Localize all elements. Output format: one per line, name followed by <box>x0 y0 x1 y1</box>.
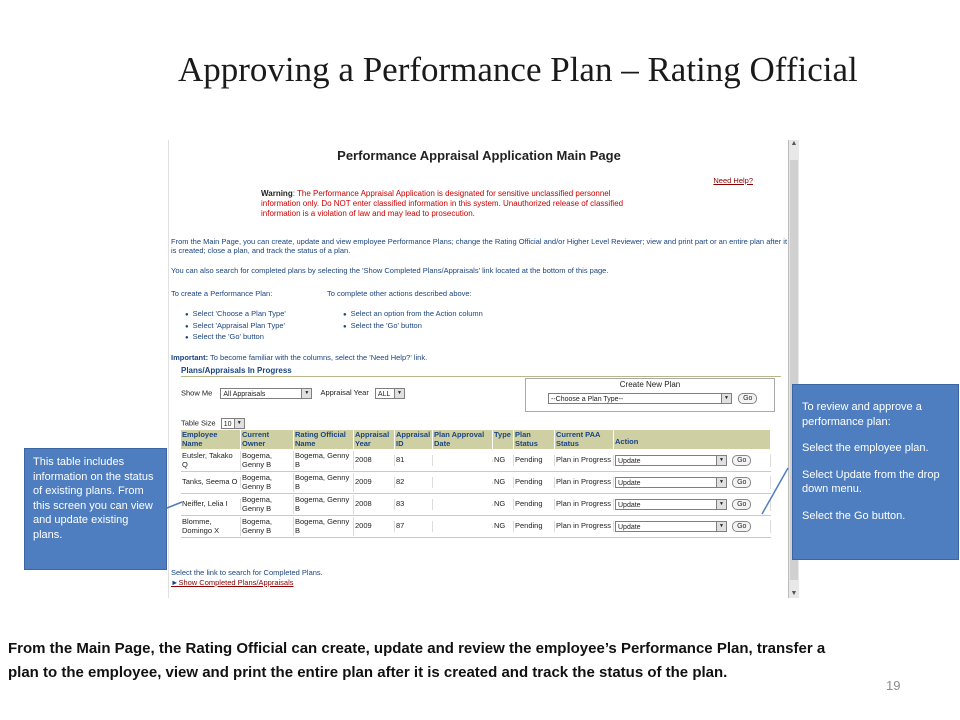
callout-line: Select the employee plan. <box>802 442 929 454</box>
column-header: Action <box>614 430 771 449</box>
chevron-down-icon: ▼ <box>234 419 244 428</box>
approval-date-cell <box>433 526 493 528</box>
other-actions-header: To complete other actions described above: <box>327 289 472 298</box>
column-header[interactable]: Current Owner <box>241 430 294 449</box>
action-select[interactable] <box>615 477 727 488</box>
column-header[interactable]: Current PAA Status <box>555 430 614 449</box>
paa-status-cell: Plan in Progress <box>555 477 614 488</box>
rating-official-cell: Bogema, Genny B <box>294 473 354 492</box>
chevron-down-icon: ▼ <box>716 522 726 531</box>
list-item: ● Select the 'Go' button <box>185 332 286 344</box>
page-number: 19 <box>886 678 901 693</box>
action-select[interactable] <box>615 521 727 532</box>
appraisal-id-cell: 83 <box>395 499 433 510</box>
column-header[interactable]: Employee Name <box>181 430 241 449</box>
appraisal-id-cell: 82 <box>395 477 433 488</box>
table-row <box>181 516 771 538</box>
create-new-plan-label: Create New Plan <box>619 380 681 389</box>
plans-table <box>181 430 771 538</box>
table-info-callout: This table includes information on the status of existing plans. From this screen you can view and update existing plans. <box>24 448 167 570</box>
current-owner-cell: Bogema, Genny B <box>241 517 294 536</box>
plan-status-cell: Pending <box>514 499 555 510</box>
chevron-down-icon: ▼ <box>394 389 404 398</box>
type-cell: NG <box>493 455 514 466</box>
appraisal-year-label: Appraisal Year <box>320 388 369 398</box>
column-header[interactable]: Appraisal ID <box>395 430 433 449</box>
list-item: ● Select 'Appraisal Plan Type' <box>185 321 286 333</box>
create-plan-go-button[interactable]: Go <box>738 393 757 404</box>
create-new-plan-row <box>548 393 757 404</box>
plan-status-cell: Pending <box>514 455 555 466</box>
important-label: Important: <box>171 353 209 362</box>
action-value: Update <box>618 524 641 531</box>
employee-name-cell[interactable]: Eutsler, Takako Q <box>181 451 241 470</box>
appraisal-id-cell: 81 <box>395 455 433 466</box>
important-text: To become familiar with the columns, select the 'Need Help?' link. <box>208 353 428 362</box>
rating-official-cell: Bogema, Genny B <box>294 451 354 470</box>
plan-type-select[interactable] <box>548 393 732 404</box>
row-go-button[interactable]: Go <box>732 455 751 466</box>
action-cell <box>614 454 771 467</box>
employee-name-cell[interactable]: Neiffer, Lelia I <box>181 499 241 510</box>
column-header[interactable]: Plan Approval Date <box>433 430 493 449</box>
action-select[interactable] <box>615 455 727 466</box>
row-go-button[interactable]: Go <box>732 477 751 488</box>
row-go-button[interactable]: Go <box>732 521 751 532</box>
row-go-button[interactable]: Go <box>732 499 751 510</box>
action-cell <box>614 476 771 489</box>
current-owner-cell: Bogema, Genny B <box>241 495 294 514</box>
scroll-down-icon[interactable]: ▼ <box>790 590 798 597</box>
approval-date-cell <box>433 460 493 462</box>
employee-name-cell[interactable]: Blomme, Domingo X <box>181 517 241 536</box>
rating-official-cell: Bogema, Genny B <box>294 495 354 514</box>
column-header[interactable]: Appraisal Year <box>354 430 395 449</box>
slide-footer-text: From the Main Page, the Rating Official can create, update and review the employee’s Performance Plan, transfer a plan to the employee, view and print the entire plan after it is created and track the status of the plan. <box>8 640 826 681</box>
table-size-value: 10 <box>223 421 232 428</box>
rating-official-cell: Bogema, Genny B <box>294 517 354 536</box>
type-cell: NG <box>493 477 514 488</box>
approve-plan-callout <box>792 384 959 560</box>
appraisal-year-value: ALL <box>377 391 391 398</box>
action-cell <box>614 520 771 533</box>
slide-title: Approving a Performance Plan – Rating Official <box>178 50 858 89</box>
chevron-down-icon: ▼ <box>721 394 731 403</box>
action-value: Update <box>618 480 641 487</box>
plan-status-cell: Pending <box>514 477 555 488</box>
show-me-value: All Appraisals <box>223 391 266 398</box>
paa-status-cell: Plan in Progress <box>555 499 614 510</box>
warning-label: Warning <box>261 189 293 198</box>
approval-date-cell <box>433 504 493 506</box>
appraisal-year-cell: 2008 <box>354 499 395 510</box>
table-size-control <box>181 418 245 429</box>
list-item: ● Select 'Choose a Plan Type' <box>185 309 286 321</box>
create-plan-steps <box>185 309 286 344</box>
warning-message <box>261 189 641 219</box>
column-header[interactable]: Rating Official Name <box>294 430 354 449</box>
paa-status-cell: Plan in Progress <box>555 455 614 466</box>
chevron-down-icon: ▼ <box>716 478 726 487</box>
list-item: ● Select an option from the Action column <box>343 309 483 321</box>
other-actions-steps <box>343 309 483 332</box>
list-item: ● Select the 'Go' button <box>343 321 483 333</box>
table-row <box>181 472 771 494</box>
play-arrow-icon: ► <box>171 578 179 587</box>
app-page-title: Performance Appraisal Application Main Page <box>337 148 621 163</box>
table-size-label: Table Size <box>181 418 216 428</box>
filter-bar <box>181 388 405 399</box>
action-value: Update <box>618 458 641 465</box>
current-owner-cell: Bogema, Genny B <box>241 451 294 470</box>
search-note: You can also search for completed plans by selecting the 'Show Completed Plans/Appraisals' link located at the bottom of this page. <box>171 266 609 275</box>
warning-text: : The Performance Appraisal Application is designated for sensitive unclassified personnel information only. Do NOT enter classified information in this system. Unauthorized release of classified information is a violation of law and may lead to prosecution. <box>261 189 624 218</box>
chevron-down-icon: ▼ <box>716 456 726 465</box>
intro-text: From the Main Page, you can create, update and view employee Performance Plans; change the Rating Official and/or Higher Level Reviewer; view and print part or an entire plan after it is created; close a plan, and track the status of a plan. <box>171 237 788 255</box>
show-me-select[interactable] <box>220 388 312 399</box>
chevron-down-icon: ▼ <box>301 389 311 398</box>
employee-name-cell[interactable]: Tanks, Seema O <box>181 477 241 488</box>
table-size-select[interactable] <box>221 418 245 429</box>
column-header[interactable]: Plan Status <box>514 430 555 449</box>
appraisal-year-cell: 2008 <box>354 455 395 466</box>
plan-type-value: --Choose a Plan Type-- <box>551 396 624 403</box>
appraisal-year-cell: 2009 <box>354 477 395 488</box>
plan-status-cell: Pending <box>514 521 555 532</box>
create-new-plan-box <box>525 378 775 412</box>
column-header[interactable]: Type <box>493 430 514 449</box>
action-value: Update <box>618 502 641 509</box>
scroll-up-icon[interactable]: ▲ <box>790 140 798 147</box>
approval-date-cell <box>433 482 493 484</box>
current-owner-cell: Bogema, Genny B <box>241 473 294 492</box>
action-cell <box>614 498 771 511</box>
table-header-row <box>181 430 771 450</box>
show-completed-plans-link[interactable] <box>171 578 294 587</box>
section-title: Plans/Appraisals In Progress <box>181 366 781 377</box>
appraisal-id-cell: 87 <box>395 521 433 532</box>
appraisal-year-cell: 2009 <box>354 521 395 532</box>
type-cell: NG <box>493 521 514 532</box>
appraisal-year-select[interactable] <box>375 388 405 399</box>
callout-line: Select the Go button. <box>802 509 906 522</box>
table-row <box>181 494 771 516</box>
callout-line: To review and approve a performance plan: <box>802 401 922 428</box>
chevron-down-icon: ▼ <box>716 500 726 509</box>
important-note <box>171 353 427 362</box>
completed-plans-note: Select the link to search for Completed Plans. <box>171 568 323 577</box>
app-screenshot <box>168 140 799 598</box>
need-help-link[interactable]: Need Help? <box>713 176 753 185</box>
paa-status-cell: Plan in Progress <box>555 521 614 532</box>
type-cell: NG <box>493 499 514 510</box>
show-me-label: Show Me <box>181 388 213 398</box>
create-plan-header: To create a Performance Plan: <box>171 289 273 298</box>
callout-line: Select Update from the drop down menu. <box>802 468 940 495</box>
table-row <box>181 450 771 472</box>
show-completed-plans-link-text[interactable]: Show Completed Plans/Appraisals <box>178 578 294 587</box>
action-select[interactable] <box>615 499 727 510</box>
